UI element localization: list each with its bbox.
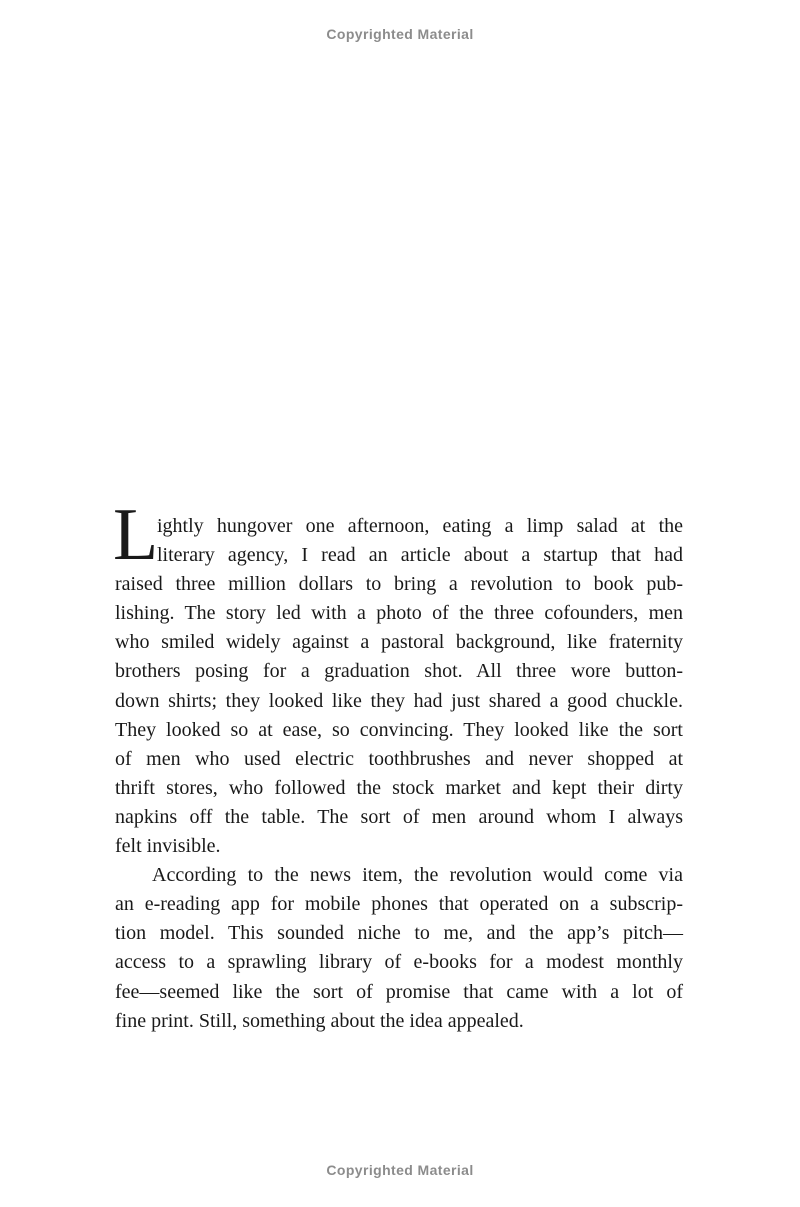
text-line: fine print. Still, something about the idea appealed.: [115, 1009, 524, 1032]
text-line: literary agency, I read an article about a startup that had: [157, 544, 683, 567]
text-line: napkins off the table. The sort of men around whom I always: [115, 805, 683, 828]
text-line: fee—seemed like the sort of promise that came with a lot of: [115, 980, 683, 1003]
copyright-notice-top: Copyrighted Material: [326, 26, 474, 42]
text-line: brothers posing for a graduation shot. All three wore button-: [115, 660, 683, 683]
paragraph-2: [115, 861, 683, 1036]
text-line: tion model. This sounded niche to me, and the app’s pitch—: [115, 922, 683, 945]
text-line: who smiled widely against a pastoral background, like fraternity: [115, 631, 683, 654]
page-text-block: [113, 494, 683, 1036]
text-line: ightly hungover one afternoon, eating a limp salad at the: [157, 515, 683, 537]
text-line: felt invisible.: [115, 835, 221, 858]
copyright-notice-bottom: Copyrighted Material: [326, 1162, 474, 1178]
text-line: down shirts; they looked like they had just shared a good chuckle.: [115, 689, 683, 712]
paragraph-1: [113, 494, 683, 861]
drop-cap-letter: L: [113, 494, 159, 576]
text-line: access to a sprawling library of e-books for a modest monthly: [115, 951, 683, 974]
text-line: lishing. The story led with a photo of the three cofounders, men: [115, 602, 683, 625]
text-line: thrift stores, who followed the stock market and kept their dirty: [115, 776, 683, 799]
text-line: According to the news item, the revolution would come via: [152, 864, 683, 887]
text-line: of men who used electric toothbrushes and never shopped at: [115, 747, 683, 770]
text-line: They looked so at ease, so convincing. They looked like the sort: [115, 718, 683, 741]
text-line: raised three million dollars to bring a revolution to book pub-: [115, 573, 683, 596]
text-line: an e-reading app for mobile phones that operated on a subscrip-: [115, 893, 683, 916]
